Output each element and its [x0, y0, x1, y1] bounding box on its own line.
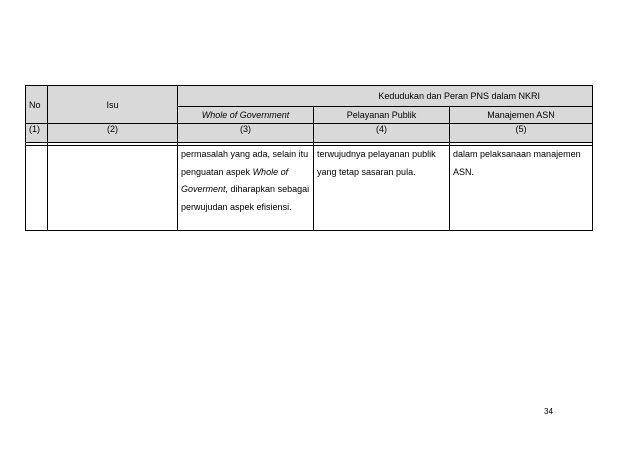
table-row	[26, 146, 593, 231]
col-number-4: (4)	[314, 124, 450, 143]
header-manajemen-asn: Manajemen ASN	[450, 107, 593, 124]
header-whole-of-government: Whole of Government	[178, 107, 314, 124]
header-isu: Isu	[48, 86, 178, 124]
cell-no	[26, 146, 48, 231]
col-number-2: (2)	[48, 124, 178, 143]
cell-pelayanan-publik: terwujudnya pelayanan publik yang tetap sasaran pula.	[314, 146, 450, 231]
header-pelayanan-publik: Pelayanan Publik	[314, 107, 450, 124]
cell-whole-of-government: permasalah yang ada, selain itu penguatan aspek Whole of Goverment, diharapkan sebagai perwujudan aspek efisiensi.	[178, 146, 314, 231]
col-number-1: (1)	[26, 124, 48, 143]
page-number: 34	[544, 407, 553, 416]
col-number-3: (3)	[178, 124, 314, 143]
header-group: Kedudukan dan Peran PNS dalam NKRI	[178, 86, 593, 107]
cell-isu	[48, 146, 178, 231]
column-number-row	[26, 124, 593, 143]
header-no: No	[26, 86, 48, 124]
cell-manajemen-asn: dalam pelaksanaan manajemen ASN.	[450, 146, 593, 231]
document-table	[25, 85, 593, 231]
col-number-5: (5)	[450, 124, 593, 143]
